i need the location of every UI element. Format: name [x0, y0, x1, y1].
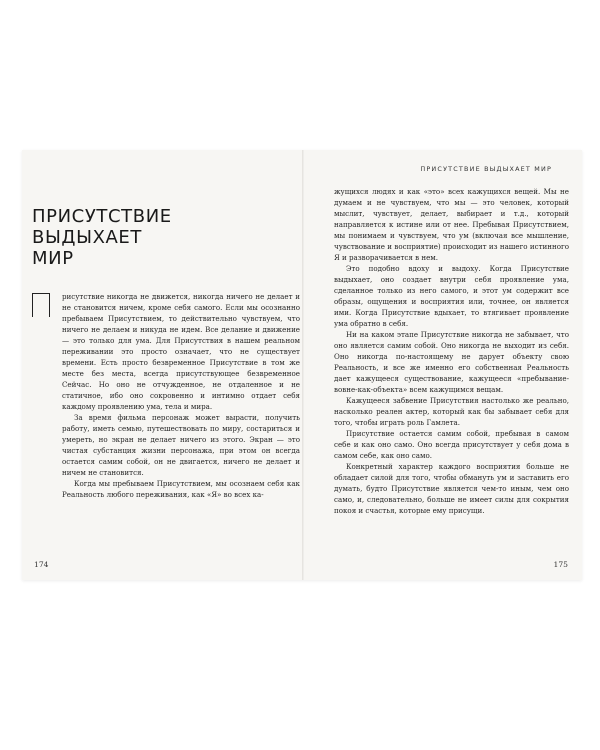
drop-cap-letter-p [32, 293, 50, 317]
left-page [22, 150, 302, 580]
right-paragraph-5: Присутствие остается самим собой, пребывая в самом себе и как оно само. Оно всегда присутствует у себя дома в самом себе, как оно само. [334, 429, 569, 460]
right-paragraph-4: Кажущееся забвение Присутствия настолько же реально, насколько реален актер, который как бы забывает себя для того, чтобы играть роль Гамлета. [334, 396, 569, 427]
chapter-title [32, 206, 272, 269]
page-number-right: 175 [553, 560, 568, 569]
right-paragraph-6: Конкретный характер каждого восприятия больше не обладает силой для того, чтобы обмануть ум и заставить его думать, будто Присутствие является чем-то иным, чем оно само, и, следовательно, больше не имеет силы для сокрытия покоя и счастья, которые ему присущи. [334, 462, 569, 515]
right-paragraph-1: жущихся людях и как «это» всех кажущихся вещей. Мы не думаем и не чувствуем, что мы — это человек, который мыслит, чувствует, делает, выбирает и т.д., который направляется к истине или от нее. Пребывая Присутствием, мы понимаем и чувствуем, что ум (включая все мышление, чувствование и восприятие) происходит из нашего истинного Я и разворачивается в нем. [334, 187, 569, 262]
right-body-text [334, 186, 569, 516]
chapter-title-line-1: ПРИСУТСТВИЕ [32, 206, 172, 227]
right-page [304, 150, 582, 580]
left-paragraph-1: рисутствие никогда не движется, никогда ничего не делает и не становится ничем, кроме себя самого. Если мы осознанно пребываем Присутствием, то действительно чувствуем, что ничего не делаем и никуда не идем. Все делание и движение — это только для ума. Для Присутствия в нашем реальном переживании это просто означает, что не существует времени. Есть просто безвременное Присутствие в том же месте без места, всегда присутствующее безвременное Сейчас. Но оно не отчужденное, не отдаленное и не статичное, ибо оно сокровенно и интимно отдает себя каждому проявлению ума, тела и мира. [62, 292, 300, 411]
chapter-title-line-3: МИР [32, 248, 74, 269]
chapter-title-line-2: ВЫДЫХАЕТ [32, 227, 142, 248]
right-paragraph-2: Это подобно вдоху и выдоху. Когда Присутствие выдыхает, оно создает внутри себя проявление ума, сделанное только из него самого, и этот ум содержит все образы, ощущения и восприятия или, точнее, он является ими. Когда Присутствие вдыхает, то втягивает проявление ума обратно в себя. [334, 264, 569, 328]
right-paragraph-3: Ни на каком этапе Присутствие никогда не забывает, что оно является самим собой. Оно никогда не выходит из себя. Оно никогда по-настоящему не дарует объекту свою Реальность, и все же именно его собственная Реальность дает кажущееся существование, кажущееся «пребывание-вовне-как-объекта» всем кажущимся вещам. [334, 330, 569, 394]
page-number-left: 174 [34, 560, 49, 569]
left-body-text [62, 291, 300, 500]
left-paragraph-3: Когда мы пребываем Присутствием, мы осознаем себя как Реальность любого переживания, как «Я» во всех ка- [62, 479, 300, 499]
running-head: ПРИСУТСТВИЕ ВЫДЫХАЕТ МИР [420, 165, 552, 173]
left-paragraph-2: За время фильма персонаж может вырасти, получить работу, иметь семью, путешествовать по миру, состариться и умереть, но экран не делает ничего из этого. Экран — это чистая субстанция жизни персонажа, при этом он всегда остается самим собой, он не двигается, ничего не делает и ничем не становится. [62, 413, 300, 477]
